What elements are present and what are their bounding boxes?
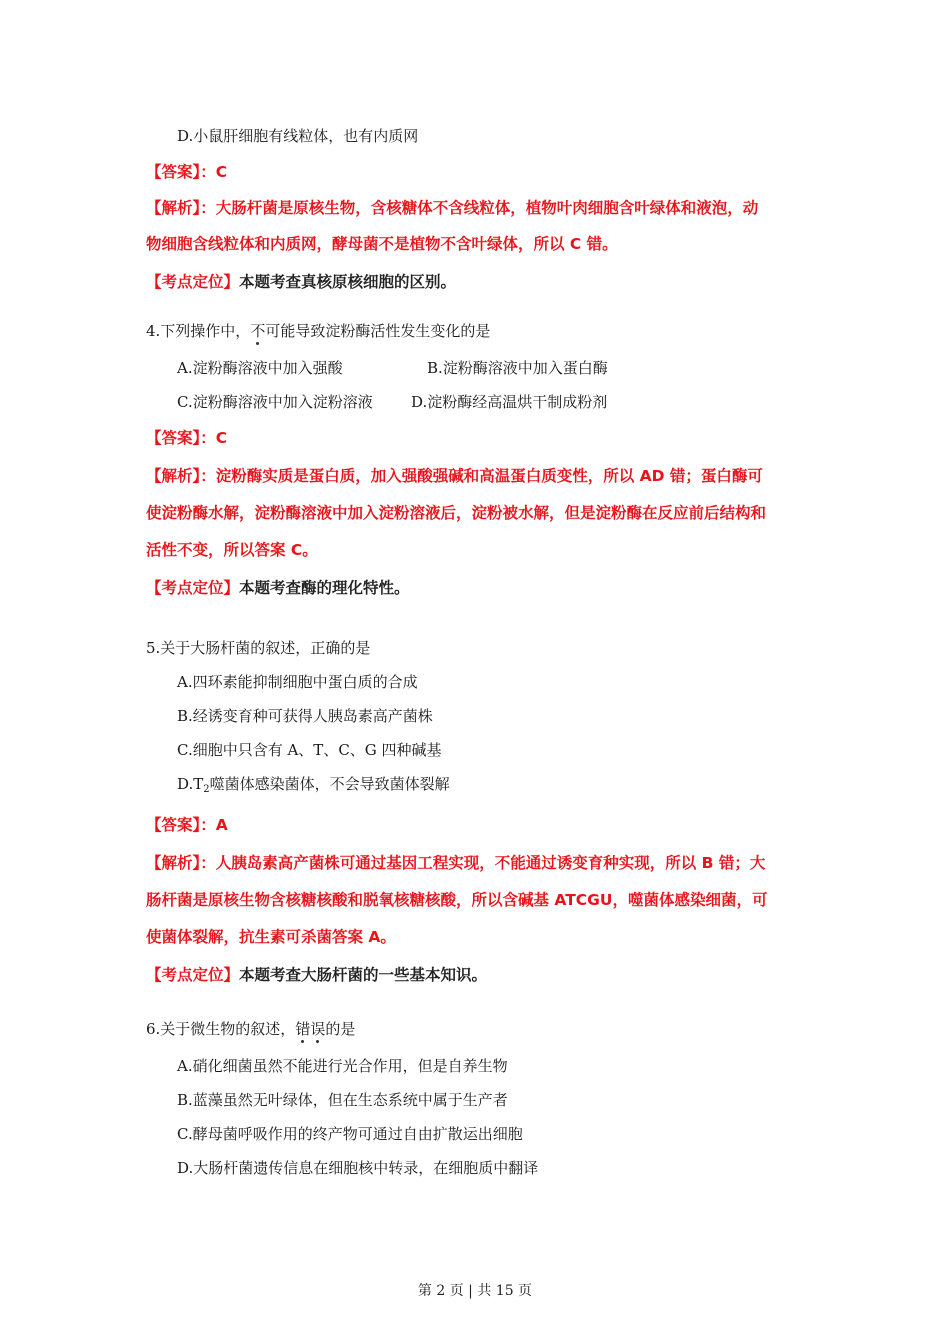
q5-option-d: [177, 774, 450, 800]
q4-option-a: A.淀粉酶溶液中加入强酸: [177, 359, 343, 377]
q5-option-c: C.细胞中只含有 A、T、C、G 四种碱基: [177, 741, 442, 759]
page-footer: 第 2 页 | 共 15 页: [417, 1283, 533, 1299]
q6-option-c: C.酵母菌呼吸作用的终产物可通过自由扩散运出细胞: [177, 1125, 523, 1143]
q5-option-a: A.四环素能抑制细胞中蛋白质的合成: [177, 673, 418, 691]
analysis-text: 人胰岛素高产菌株可通过基因工程实现，不能通过诱变育种实现，所以 B 错；大: [215, 854, 766, 872]
stem-text: 4.下列操作中，: [146, 322, 251, 340]
q6-option-a: A.硝化细菌虽然不能进行光合作用，但是自养生物: [177, 1057, 508, 1075]
q5-option-b: B.经诱变育种可获得人胰岛素高产菌株: [177, 707, 433, 725]
q4-stem: [146, 321, 490, 341]
q3-analysis-line1: [146, 198, 758, 218]
q4-answer: [146, 428, 227, 448]
analysis-text: 大肠杆菌是原核生物，含核糖体不含线粒体，植物叶肉细胞含叶绿体和液泡，动: [215, 199, 759, 217]
q4-option-c: C.淀粉酶溶液中加入淀粉溶液: [177, 393, 373, 411]
q5-analysis-line2: 肠杆菌是原核生物含核糖核酸和脱氧核糖核酸，所以含碱基 ATCGU，噬菌体感染细菌，可: [146, 891, 768, 909]
q3-analysis-line2: 物细胞含线粒体和内质网，酵母菌不是植物不含叶绿体，所以 C 错。: [146, 235, 618, 253]
emphasis-char: 错: [295, 1020, 311, 1038]
q5-location: [146, 965, 487, 985]
location-text: 本题考查酶的理化特性。: [239, 579, 410, 597]
q5-analysis-line1: [146, 853, 765, 873]
emphasis-char: 误: [310, 1020, 326, 1038]
q4-option-b: B.淀粉酶溶液中加入蛋白酶: [427, 359, 608, 377]
analysis-tag: 【解析】：: [146, 199, 216, 217]
q4-analysis-line1: [146, 466, 763, 486]
location-tag: 【考点定位】: [146, 273, 240, 291]
location-text: 本题考查大肠杆菌的一些基本知识。: [239, 966, 488, 984]
option-text: 噬菌体感染菌体，不会导致菌体裂解: [209, 775, 450, 793]
q6-option-b: B.蓝藻虽然无叶绿体，但在生态系统中属于生产者: [177, 1091, 508, 1109]
emphasis-char: 不: [250, 322, 266, 340]
location-text: 本题考查真核原核细胞的区别。: [239, 273, 457, 291]
stem-text: 可能导致淀粉酶活性发生变化的是: [265, 322, 491, 340]
answer-value: C: [215, 163, 228, 181]
answer-value: A: [215, 816, 228, 834]
option-text: D.T: [177, 775, 204, 793]
analysis-text: 淀粉酶实质是蛋白质，加入强酸强碱和高温蛋白质变性，所以 AD 错；蛋白酶可: [215, 467, 763, 485]
q6-stem: [146, 1019, 355, 1039]
q4-option-d: D.淀粉酶经高温烘干制成粉剂: [411, 393, 608, 411]
location-tag: 【考点定位】: [146, 966, 240, 984]
location-tag: 【考点定位】: [146, 579, 240, 597]
analysis-tag: 【解析】：: [146, 467, 216, 485]
q3-location: [146, 272, 456, 292]
q4-analysis-line2: 使淀粉酶水解，淀粉酶溶液中加入淀粉溶液后，淀粉被水解，但是淀粉酶在反应前后结构和: [146, 504, 767, 522]
q3-option-d: D.小鼠肝细胞有线粒体，也有内质网: [177, 127, 419, 145]
q5-answer: [146, 815, 228, 835]
q5-stem: 5.关于大肠杆菌的叙述，正确的是: [146, 639, 371, 657]
analysis-tag: 【解析】：: [146, 854, 216, 872]
answer-tag: 【答案】：: [146, 163, 216, 181]
stem-text: 的是: [325, 1020, 356, 1038]
stem-text: 6.关于微生物的叙述，: [146, 1020, 296, 1038]
q3-answer: [146, 162, 227, 182]
q5-analysis-line3: 使菌体裂解，抗生素可杀菌答案 A。: [146, 928, 396, 946]
q4-analysis-line3: 活性不变，所以答案 C。: [146, 541, 318, 559]
answer-value: C: [215, 429, 228, 447]
q4-location: [146, 578, 410, 598]
answer-tag: 【答案】：: [146, 816, 216, 834]
subscript: 2: [203, 784, 210, 795]
q6-option-d: D.大肠杆菌遗传信息在细胞核中转录，在细胞质中翻译: [177, 1159, 539, 1177]
answer-tag: 【答案】：: [146, 429, 216, 447]
